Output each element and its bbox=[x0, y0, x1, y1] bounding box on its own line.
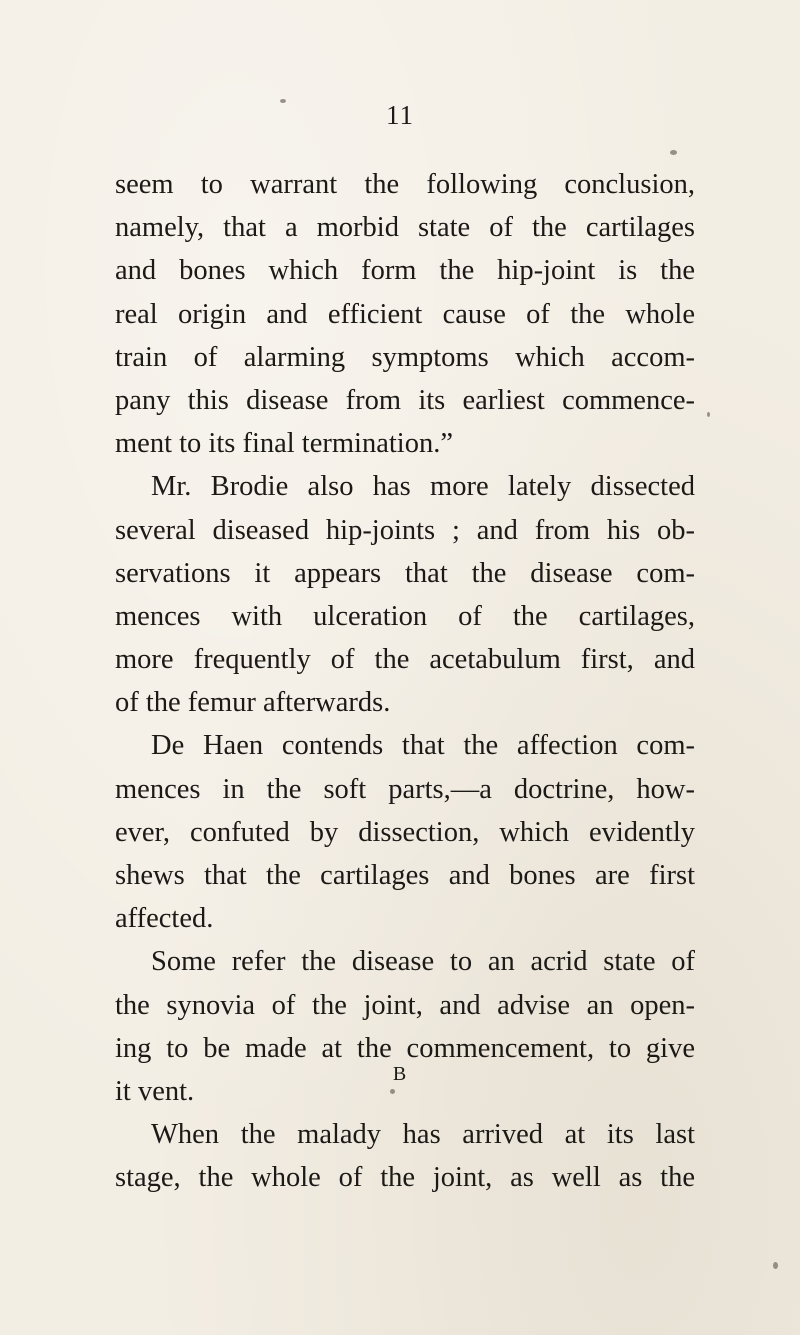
paper-speck bbox=[280, 99, 286, 103]
text-line: affected. bbox=[115, 903, 214, 935]
text-line: mences in the soft parts,—a doctrine, how- bbox=[115, 773, 695, 805]
text-line: stage, the whole of the joint, as well as the bbox=[115, 1162, 695, 1194]
paper-speck bbox=[390, 1089, 395, 1094]
text-line: it vent. bbox=[115, 1075, 195, 1107]
body-text bbox=[115, 163, 695, 1200]
text-line: more frequently of the acetabulum first, and bbox=[115, 644, 695, 676]
text-line: several diseased hip-joints ; and from his ob- bbox=[115, 514, 695, 546]
text-line: ment to its final termination.” bbox=[115, 428, 453, 460]
text-line: train of alarming symptoms which accom- bbox=[115, 341, 695, 373]
text-line: shews that the cartilages and bones are first bbox=[115, 860, 695, 891]
text-line: namely, that a morbid state of the cartilages bbox=[115, 212, 695, 244]
text-line: De Haen contends that the affection com- bbox=[151, 730, 695, 762]
text-line: servations it appears that the disease com- bbox=[115, 557, 695, 589]
text-line: of the femur afterwards. bbox=[115, 687, 391, 719]
paper-speck bbox=[670, 150, 677, 155]
page-number: 11 bbox=[386, 100, 414, 130]
text-line: ever, confuted by dissection, which evidently bbox=[115, 816, 695, 848]
text-line: mences with ulceration of the cartilages, bbox=[115, 600, 695, 632]
text-line: seem to warrant the following conclusion, bbox=[115, 169, 695, 200]
text-line: Mr. Brodie also has more lately dissected bbox=[151, 471, 695, 503]
text-line: real origin and efficient cause of the whole bbox=[115, 298, 695, 330]
paper-speck bbox=[707, 412, 710, 417]
paper-speck bbox=[773, 1262, 778, 1269]
signature-mark: B bbox=[392, 1063, 408, 1085]
text-line: the synovia of the joint, and advise an open- bbox=[115, 989, 695, 1021]
text-line: pany this disease from its earliest commence- bbox=[115, 384, 695, 416]
text-line: Some refer the disease to an acrid state of bbox=[151, 946, 695, 978]
text-line: ing to be made at the commencement, to give bbox=[115, 1032, 695, 1064]
text-line: When the malady has arrived at its last bbox=[151, 1119, 695, 1151]
text-line: and bones which form the hip-joint is the bbox=[115, 255, 695, 287]
